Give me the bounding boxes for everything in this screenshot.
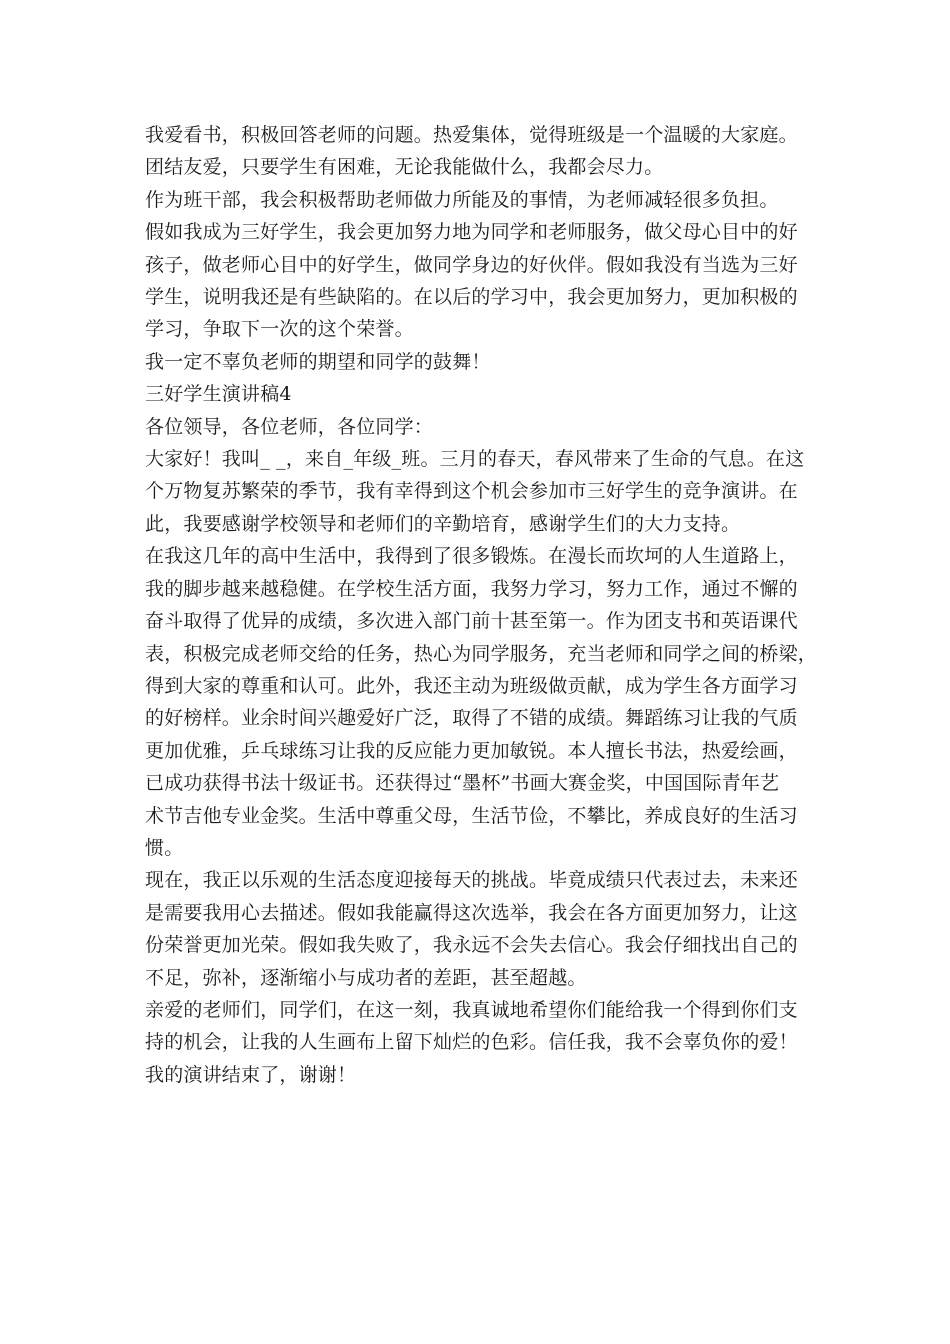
text-line: 此，我要感谢学校领导和老师们的辛勤培育，感谢学生们的大力支持。 — [145, 512, 741, 535]
text-line: 各位领导，各位老师，各位同学： — [145, 415, 434, 438]
heading-text: 三好学生演讲稿4 — [145, 383, 292, 406]
text-line: 我爱看书，积极回答老师的问题。热爱集体，觉得班级是一个温暖的大家庭。 — [145, 124, 798, 146]
paragraph-future — [145, 864, 810, 994]
text-line: 我的脚步越来越稳健。在学校生活方面，我努力学习，努力工作，通过不懈的 — [145, 577, 798, 600]
text-line: 术节吉他专业金奖。生活中尊重父母，生活节俭，不攀比，养成良好的生活习 — [145, 804, 798, 827]
text-line: 孩子，做老师心目中的好学生，做同学身边的好伙伴。假如我没有当选为三好 — [145, 253, 798, 276]
paragraph-2 — [145, 151, 810, 183]
text-line: 假如我成为三好学生，我会更加努力地为同学和老师服务，做父母心目中的好 — [145, 221, 798, 244]
section-heading — [145, 378, 810, 410]
text-line: 是需要我用心去描述。假如我能赢得这次选举，我会在各方面更加努力，让这 — [145, 901, 798, 924]
text-line: 我的演讲结束了，谢谢！ — [145, 1063, 357, 1086]
text-line: 惯。 — [145, 836, 184, 859]
paragraph-appeal — [145, 994, 810, 1059]
text-line: 作为班干部，我会积极帮助老师做力所能及的事情，为老师减轻很多负担。 — [145, 188, 779, 211]
text-line: 奋斗取得了优异的成绩，多次进入部门前十甚至第一。作为团支书和英语课代 — [145, 610, 798, 633]
text-line: 大家好！我叫_ _，来自_年级_班。三月的春天，春风带来了生命的气息。在这 — [145, 448, 805, 471]
paragraph-achievements — [145, 540, 818, 864]
salutation — [145, 411, 810, 443]
text-line: 学生，说明我还是有些缺陷的。在以后的学习中，我会更加努力，更加积极的 — [145, 286, 798, 309]
text-line: 现在，我正以乐观的生活态度迎接每天的挑战。毕竟成绩只代表过去，未来还 — [145, 869, 798, 892]
paragraph-introduction — [145, 443, 810, 540]
document-body — [145, 119, 818, 1091]
text-line: 持的机会，让我的人生画布上留下灿烂的色彩。信任我，我不会辜负你的爱！ — [145, 1031, 798, 1054]
text-line: 更加优雅，乒乓球练习让我的反应能力更加敏锐。本人擅长书法，热爱绘画， — [145, 739, 798, 762]
text-line: 个万物复苏繁荣的季节，我有幸得到这个机会参加市三好学生的竞争演讲。在 — [145, 480, 798, 503]
text-line: 已成功获得书法十级证书。还获得过“墨杯”书画大赛金奖，中国国际青年艺 — [145, 772, 780, 795]
text-line: 份荣誉更加光荣。假如我失败了，我永远不会失去信心。我会仔细找出自己的 — [145, 934, 798, 957]
text-line: 我一定不辜负老师的期望和同学的鼓舞！ — [145, 350, 491, 373]
paragraph-5 — [145, 346, 810, 378]
paragraph-4 — [145, 216, 810, 346]
paragraph-1 — [145, 119, 810, 151]
text-line: 亲爱的老师们，同学们，在这一刻，我真诚地希望你们能给我一个得到你们支 — [145, 998, 798, 1021]
text-line: 学习，争取下一次的这个荣誉。 — [145, 318, 414, 341]
text-line: 表，积极完成老师交给的任务，热心为同学服务，充当老师和同学之间的桥梁， — [145, 642, 818, 665]
text-line: 不足，弥补，逐渐缩小与成功者的差距，甚至超越。 — [145, 966, 587, 989]
text-line: 在我这几年的高中生活中，我得到了很多锻炼。在漫长而坎坷的人生道路上， — [145, 545, 798, 568]
closing-line — [145, 1059, 810, 1091]
text-line: 得到大家的尊重和认可。此外，我还主动为班级做贡献，成为学生各方面学习 — [145, 674, 798, 697]
text-line: 团结友爱，只要学生有困难，无论我能做什么，我都会尽力。 — [145, 156, 664, 179]
text-line: 的好榜样。业余时间兴趣爱好广泛，取得了不错的成绩。舞蹈练习让我的气质 — [145, 707, 798, 730]
paragraph-3 — [145, 184, 810, 216]
